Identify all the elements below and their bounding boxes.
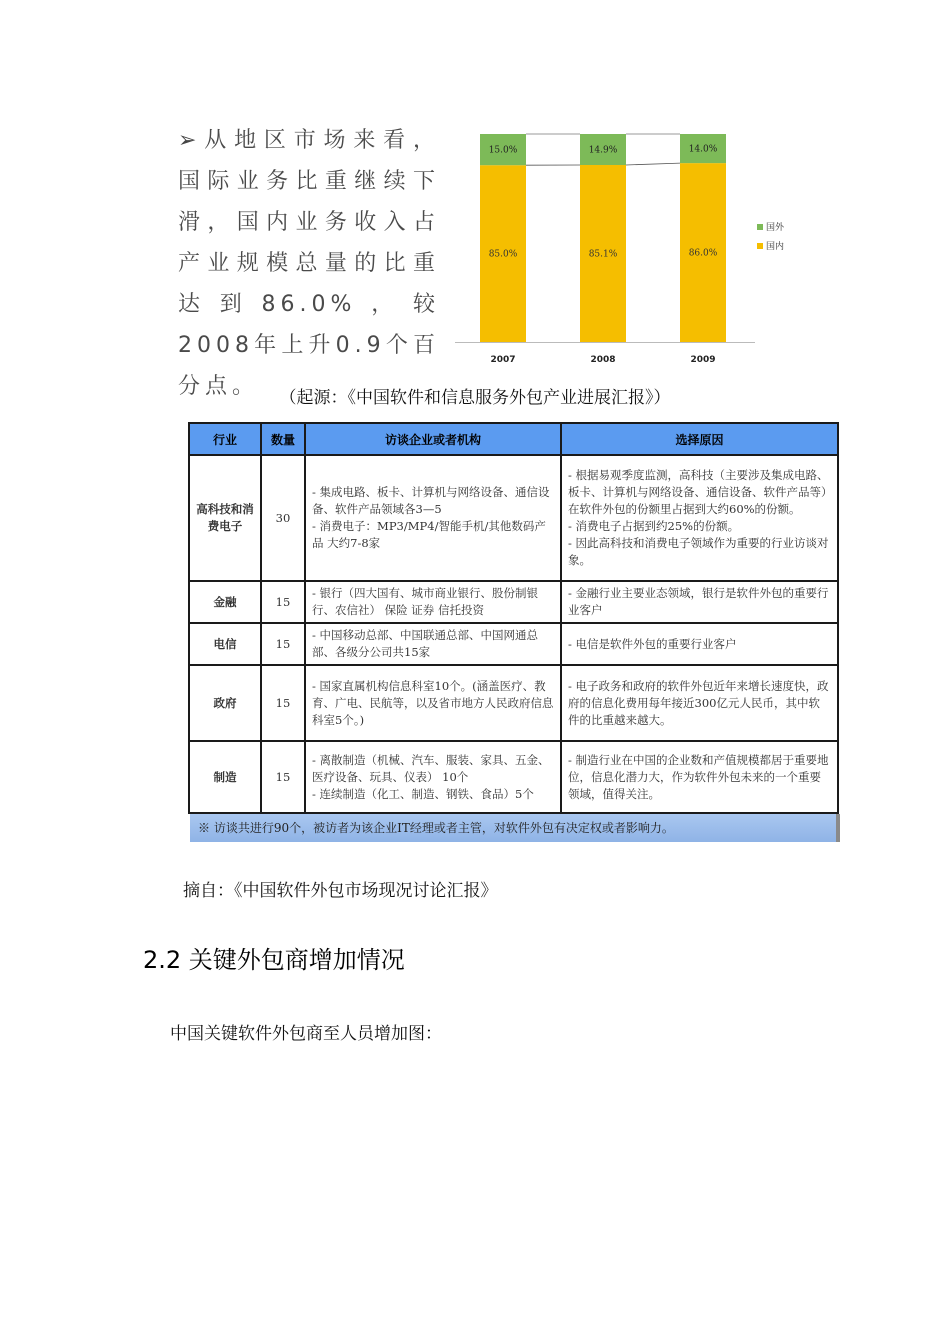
industry-cell: 金融 xyxy=(189,581,261,623)
table-row xyxy=(189,581,838,623)
header-orgs: 访谈企业或者机构 xyxy=(305,423,561,455)
orgs-cell xyxy=(305,581,561,623)
series-connector-line xyxy=(626,163,680,165)
region-share-chart-svg xyxy=(455,120,795,370)
survey-table xyxy=(188,422,839,814)
orgs-line: - 中国移动总部、中国联通总部、中国网通总部、各级分公司共15家 xyxy=(312,628,539,659)
figure-intro-text: 中国关键软件外包商至人员增加图： xyxy=(170,1024,442,1044)
orgs-cell xyxy=(305,665,561,741)
orgs-line: - 集成电路、板卡、计算机与网络设备、通信设备、软件产品领域各3—5 xyxy=(312,485,550,516)
count-cell: 15 xyxy=(261,665,305,741)
table-row xyxy=(189,623,838,665)
count-cell: 30 xyxy=(261,455,305,581)
orgs-line: - 离散制造（机械、汽车、服装、家具、五金、医疗设备、玩具、仪表） 10个 xyxy=(312,752,550,784)
industry-cell: 电信 xyxy=(189,623,261,665)
orgs-line: - 国家直属机构信息科室10个。(涵盖医疗、教育、广电、民航等，以及省市地方人民政府信息科室5个。) xyxy=(312,678,554,727)
table-row xyxy=(189,741,838,813)
survey-table-wrap xyxy=(188,422,838,814)
count-cell: 15 xyxy=(261,623,305,665)
x-tick-label: 2008 xyxy=(590,355,616,365)
reasons-cell xyxy=(561,741,838,813)
table-source-caption: 摘自：《中国软件外包市场现况讨论汇报》 xyxy=(183,881,498,901)
reasons-line: - 消费电子占据到约25%的份额。 xyxy=(568,519,740,533)
legend-label: 国外 xyxy=(766,223,785,233)
orgs-line: - 消费电子：MP3/MP4/智能手机/其他数码产品 大约7-8家 xyxy=(312,519,546,550)
orgs-line: - 银行（四大国有、城市商业银行、股份制银行、农信社） 保险 证券 信托投资 xyxy=(312,586,539,617)
reasons-line: - 制造行业在中国的企业数和产值规模都居于重要地位，信息化潜力大，作为软件外包未来的一个重要领域，值得关注。 xyxy=(568,752,829,801)
reasons-line: - 电信是软件外包的重要行业客户 xyxy=(568,636,737,651)
data-label-foreign: 15.0% xyxy=(488,145,518,156)
count-cell: 15 xyxy=(261,581,305,623)
reasons-cell xyxy=(561,455,838,581)
industry-cell: 政府 xyxy=(189,665,261,741)
data-label-domestic: 85.0% xyxy=(488,249,518,260)
table-row xyxy=(189,665,838,741)
orgs-cell xyxy=(305,623,561,665)
x-tick-label: 2009 xyxy=(690,355,716,365)
reasons-line: - 根据易观季度监测，高科技（主要涉及集成电路、板卡、计算机与网络设备、通信设备、软件产品等）在软件外包的份额里占据到大约60%的份额。 xyxy=(568,468,829,516)
legend-label: 国内 xyxy=(766,242,785,252)
data-label-domestic: 86.0% xyxy=(688,248,718,259)
header-count: 数量 xyxy=(261,423,305,455)
industry-cell: 高科技和消费电子 xyxy=(189,455,261,581)
section-heading: 2.2 关键外包商增加情况 xyxy=(143,946,405,974)
reasons-line: - 金融行业主要业态领域，银行是软件外包的重要行业客户 xyxy=(568,586,829,617)
legend-swatch xyxy=(757,224,763,230)
reasons-cell xyxy=(561,623,838,665)
industry-cell: 制造 xyxy=(189,741,261,813)
chart-source-caption: （起源：《中国软件和信息服务外包产业进展汇报》） xyxy=(279,388,671,408)
reasons-cell xyxy=(561,665,838,741)
legend-swatch xyxy=(757,243,763,249)
header-reasons: 选择原因 xyxy=(561,423,838,455)
header-industry: 行业 xyxy=(189,423,261,455)
reasons-cell xyxy=(561,581,838,623)
data-label-domestic: 85.1% xyxy=(588,249,618,260)
data-label-foreign: 14.9% xyxy=(588,145,618,156)
table-row xyxy=(189,455,838,581)
narrative-text: 从地区市场来看，国际业务比重继续下滑，国内业务收入占产业规模总量的比重达到86.0%，较2008年上升0.9个百分点。 xyxy=(178,128,440,399)
data-label-foreign: 14.0% xyxy=(688,144,718,155)
orgs-line: - 连续制造（化工、制造、钢铁、食品）5个 xyxy=(312,786,534,801)
orgs-cell xyxy=(305,455,561,581)
orgs-cell xyxy=(305,741,561,813)
table-header-row xyxy=(189,423,838,455)
reasons-line: - 因此高科技和消费电子领域作为重要的行业访谈对象。 xyxy=(568,536,829,567)
arrow-bullet-icon: ➢ xyxy=(178,128,202,153)
count-cell: 15 xyxy=(261,741,305,813)
x-tick-label: 2007 xyxy=(490,355,516,365)
table-footnote: ※ 访谈共进行90个，被访者为该企业IT经理或者主管，对软件外包有决定权或者影响力。 xyxy=(190,814,840,842)
reasons-line: - 电子政务和政府的软件外包近年来增长速度快，政府的信息化费用每年接近300亿元人民币，其中软件的比重越来越大。 xyxy=(568,678,829,727)
narrative-paragraph xyxy=(178,120,440,407)
region-share-chart xyxy=(455,120,795,370)
